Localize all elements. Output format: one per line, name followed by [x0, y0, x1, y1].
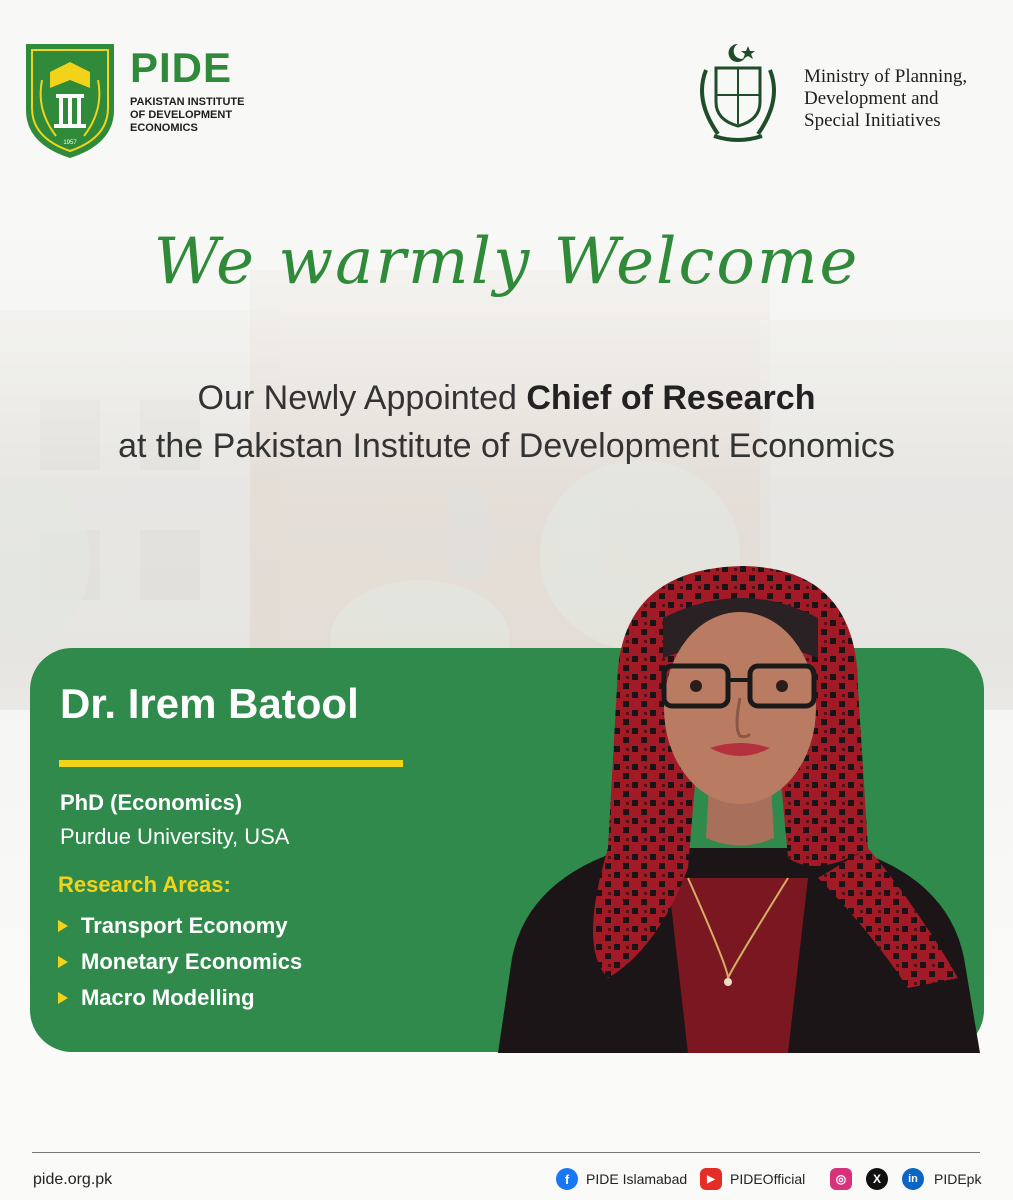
x-icon: X	[866, 1168, 888, 1190]
instagram-icon: ◎	[830, 1168, 852, 1190]
profile-degree: PhD (Economics)	[60, 790, 243, 815]
intro-text: Our Newly Appointed Chief of Research at the Pakistan Institute of Development Economics	[118, 379, 895, 465]
profile-name: Dr. Irem Batool	[60, 680, 359, 727]
facebook-link[interactable]: f PIDE Islamabad	[556, 1166, 687, 1192]
bullet-triangle-icon	[58, 992, 68, 1004]
list-item: Monetary Economics	[58, 944, 302, 980]
list-item: Transport Economy	[58, 908, 302, 944]
linkedin-link[interactable]: in PIDEpk	[902, 1166, 981, 1192]
svg-text:1957: 1957	[63, 140, 77, 146]
youtube-icon: ▶	[700, 1168, 722, 1190]
research-areas-label: Research Areas:	[58, 872, 231, 897]
facebook-icon: f	[556, 1168, 578, 1190]
pide-wordmark: PIDE	[130, 44, 233, 91]
footer-divider	[32, 1152, 980, 1153]
bullet-triangle-icon	[58, 920, 68, 932]
linkedin-icon: in	[902, 1168, 924, 1190]
pide-crest-icon	[22, 40, 118, 160]
ministry-name: Ministry of Planning, Development and Special Initiatives	[804, 66, 968, 131]
website-link[interactable]: pide.org.pk	[33, 1171, 113, 1188]
research-areas-list	[58, 908, 302, 1016]
pide-full-name: PAKISTAN INSTITUTE OF DEVELOPMENT ECONOMICS	[130, 96, 245, 134]
state-emblem-icon	[688, 40, 788, 150]
bullet-triangle-icon	[58, 956, 68, 968]
youtube-link[interactable]: ▶ PIDEOfficial	[700, 1166, 805, 1192]
profile-university: Purdue University, USA	[60, 824, 290, 849]
x-link[interactable]	[866, 1166, 896, 1192]
pide-logo	[22, 40, 245, 160]
name-underline	[59, 760, 403, 767]
ministry-logo	[688, 40, 988, 150]
list-item: Macro Modelling	[58, 980, 302, 1016]
instagram-link[interactable]	[830, 1166, 860, 1192]
profile-portrait	[488, 548, 988, 1053]
welcome-headline: We warmly Welcome	[153, 225, 860, 299]
